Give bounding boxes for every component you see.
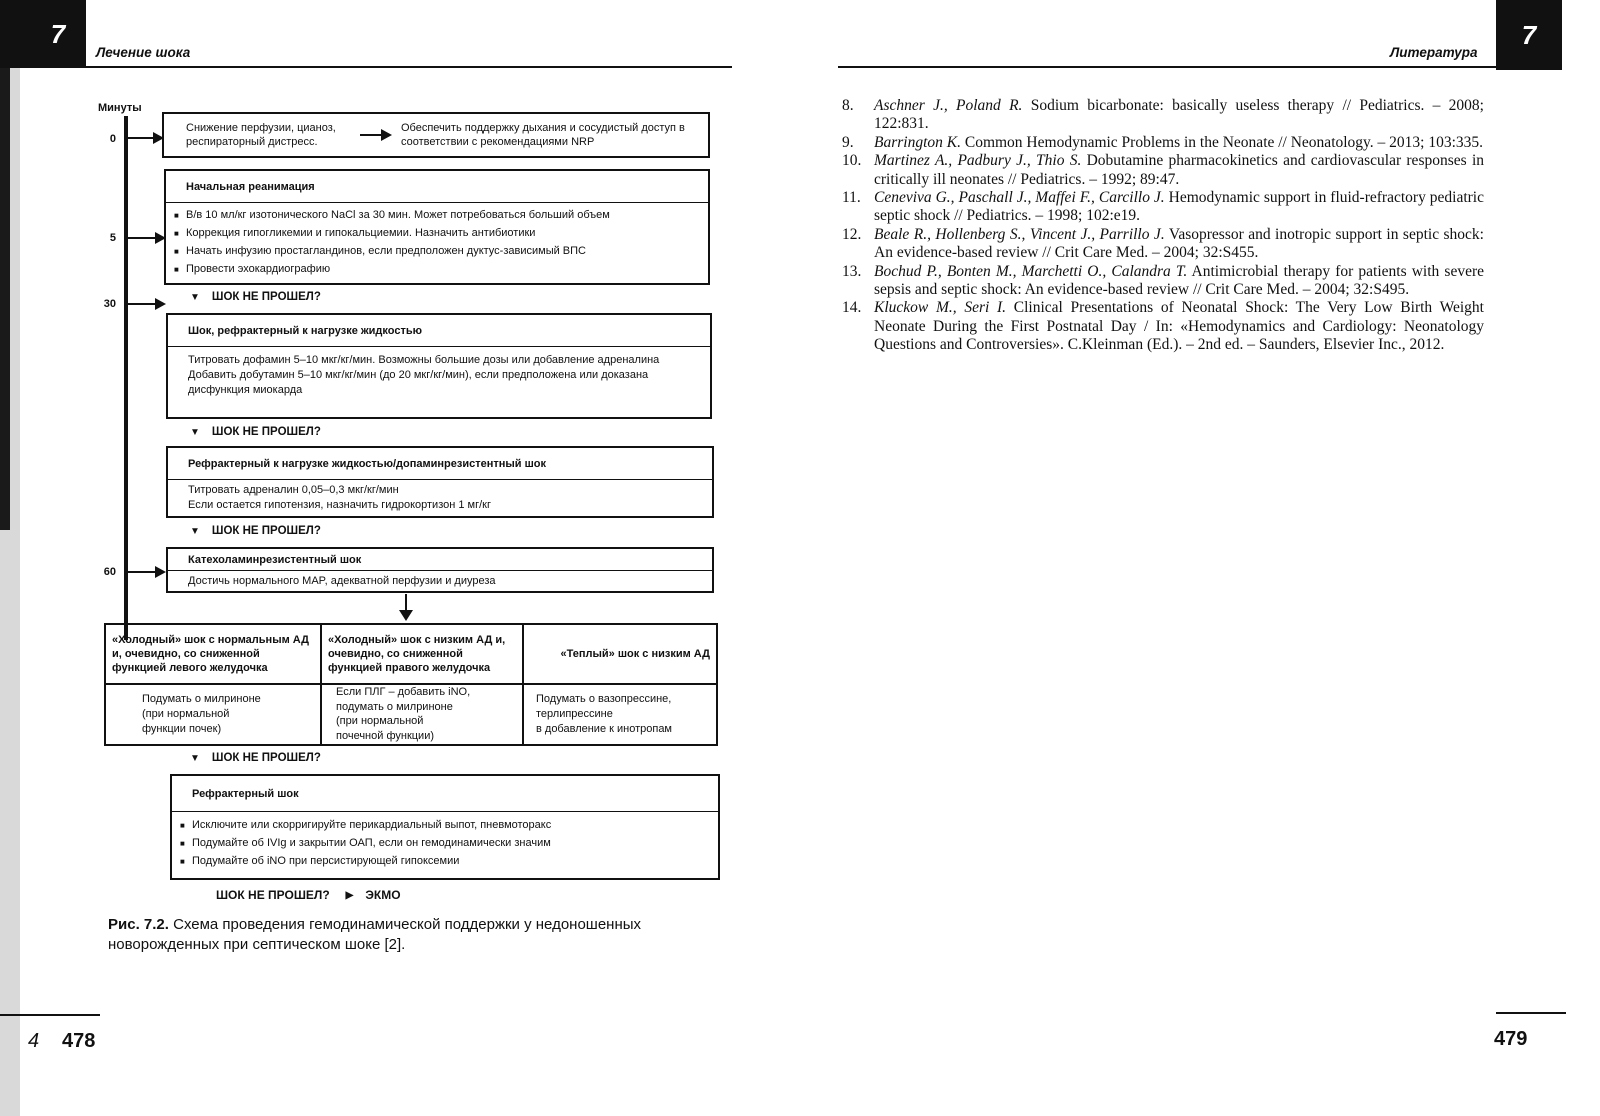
catecholamine-title: Катехоламинрезистентный шок — [168, 549, 712, 571]
ref-text: Hemodynamic support in fluid-refractory pediatric septic shock // Pediatrics. – 1998; 102:e19. — [874, 189, 1484, 225]
ref-body — [874, 263, 1484, 300]
table-col-divider-2 — [522, 625, 524, 744]
ref-number: 13. — [842, 262, 862, 280]
page-number-right: 479 — [1494, 1028, 1528, 1050]
down-triangle-icon: ▼ — [190, 291, 200, 303]
fail-label-2 — [190, 426, 321, 438]
minute-mark-60: 60 — [103, 566, 116, 578]
timeline-axis — [124, 116, 128, 640]
step0-arrow — [360, 134, 390, 136]
list-item: ■ Подумайте об IVIg и закрытии ОАП, если он гемодинамически значим — [180, 836, 710, 851]
list-item — [842, 97, 1484, 134]
header-rule-left — [86, 66, 732, 68]
table-cell-milrinone — [142, 692, 312, 737]
table-col-divider-1 — [320, 625, 322, 744]
table-header-cold-normal: «Холодный» шок с нормальным АД и, очевидно, со сниженной функцией левого желудочка — [112, 634, 309, 674]
fail-label-3 — [190, 525, 321, 537]
ref-number: 14. — [842, 299, 862, 317]
refractory-body — [172, 812, 718, 873]
refractory-list — [180, 818, 710, 869]
shock-types-table — [104, 623, 718, 746]
ref-body — [874, 152, 1484, 189]
arrow-30 — [128, 303, 164, 305]
ref-body — [874, 134, 1483, 152]
final-target: ЭКМО — [365, 888, 401, 902]
list-item: ■ Коррекция гипогликемии и гипокальциемии. Назначить антибиотики — [174, 226, 700, 241]
initial-body — [166, 203, 708, 281]
down-triangle-icon: ▼ — [190, 752, 200, 764]
ref-authors: Martinez A., Padbury J., Thio S. — [874, 152, 1082, 170]
footer-rule-right — [1496, 1012, 1566, 1014]
fail-text: ШОК НЕ ПРОШЕЛ? — [211, 752, 321, 764]
cell-line: в добавление к инотропам — [536, 723, 672, 735]
ref-text: Dobutamine pharmacokinetics and cardiovascular responses in critically ill neonates // Pediatrics. – 1992; 89:47. — [874, 152, 1484, 188]
dopamine-resistant-title: Рефрактерный к нагрузке жидкостью/допаминрезистентный шок — [168, 448, 712, 480]
table-cell-ino — [336, 685, 516, 743]
page-number-left: 478 — [62, 1030, 96, 1052]
down-triangle-icon: ▼ — [190, 426, 200, 438]
final-fail-text: ШОК НЕ ПРОШЕЛ? — [216, 888, 330, 902]
refractory-title: Рефрактерный шок — [172, 776, 718, 812]
minute-mark-5: 5 — [109, 232, 116, 244]
list-item: ■ Исключите или скорригируйте перикардиальный выпот, пневмоторакс — [180, 818, 710, 833]
dopa-line-1: Титровать адреналин 0,05–0,3 мкг/кг/мин — [188, 484, 399, 496]
fail-label-1 — [190, 291, 321, 303]
minute-mark-30: 30 — [103, 298, 116, 310]
header-rule-right — [838, 66, 1498, 68]
ref-body — [874, 299, 1484, 354]
fail-text: ШОК НЕ ПРОШЕЛ? — [211, 426, 321, 438]
footer-rule-left — [0, 1014, 100, 1016]
list-item — [842, 189, 1484, 226]
ref-number: 9. — [842, 133, 854, 151]
ref-text: Vasopressor and inotropic support in septic shock: An evidence-based review // Crit Care Med. – 2004; 32:S455. — [874, 225, 1484, 262]
cell-line: (при нормальной — [142, 708, 230, 720]
cell-line: подумать о милриноне — [336, 700, 453, 713]
dopamine-resistant-body — [168, 480, 712, 517]
chapter-number: 7 — [1521, 19, 1537, 50]
ref-body — [874, 189, 1484, 226]
cell-line: функции почек) — [142, 723, 222, 735]
refractory-shock-box — [170, 774, 720, 880]
ref-authors: Kluckow M., Seri I. — [874, 299, 1007, 317]
initial-title: Начальная реанимация — [166, 171, 708, 203]
running-title-left: Лечение шока — [96, 45, 191, 60]
chapter-number: 7 — [50, 18, 66, 49]
cell-line: Подумать о милриноне — [142, 693, 261, 705]
list-item — [842, 226, 1484, 263]
list-item — [842, 134, 1484, 152]
running-title-right: Литература — [1390, 45, 1478, 60]
fluid-refractory-title: Шок, рефрактерный к нагрузке жидкостью — [168, 315, 710, 347]
table-header-warm-low: «Теплый» шок с низким АД — [560, 648, 710, 660]
down-triangle-icon: ▼ — [190, 525, 200, 537]
fluid-refractory-body — [168, 347, 710, 402]
ref-number: 12. — [842, 225, 862, 243]
list-item — [842, 299, 1484, 354]
down-arrow-head — [399, 610, 413, 621]
fluid-refractory-box — [166, 313, 712, 419]
list-item: ■ В/в 10 мл/кг изотонического NaCl за 30 мин. Может потребоваться больший объем — [174, 208, 700, 223]
catecholamine-box — [166, 547, 714, 593]
step0-right: Обеспечить поддержку дыхания и сосудистый доступ в соответствии с рекомендациями NRP — [401, 122, 685, 148]
ref-text: Common Hemodynamic Problems in the Neonate // Neonatology. – 2013; 103:335. — [960, 133, 1484, 151]
left-edge-dark — [0, 60, 10, 530]
caption-text: Схема проведения гемодинамической поддержки у недоношенных новорожденных при септическом шоке [2]. — [108, 916, 642, 953]
dopamine-resistant-box — [166, 446, 714, 518]
chapter-tab-right — [1496, 0, 1562, 70]
list-item: ■ Провести эхокардиографию — [174, 262, 700, 277]
cell-line: терлипрессине — [536, 708, 613, 720]
chapter-tab-left — [0, 0, 86, 68]
cell-line: (при нормальной — [336, 715, 424, 727]
caption-label: Рис. 7.2. — [108, 916, 169, 933]
ref-body — [874, 97, 1484, 134]
cell-line: почечной функции) — [336, 729, 435, 742]
arrow-60 — [128, 571, 164, 573]
right-triangle-icon: ▶ — [345, 889, 354, 901]
corner-mark: 4 — [28, 1030, 40, 1052]
table-header-cold-low: «Холодный» шок с низким АД и, очевидно, со сниженной функцией правого желудочка — [328, 634, 506, 674]
step0-left: Снижение перфузии, цианоз, респираторный дистресс. — [186, 122, 336, 148]
final-fail — [216, 888, 401, 902]
minute-mark-0: 0 — [109, 133, 116, 145]
ref-authors: Aschner J., Poland R. — [874, 97, 1023, 114]
ref-number: 8. — [842, 97, 854, 114]
minutes-label: Минуты — [98, 102, 142, 114]
fail-label-4 — [190, 752, 321, 764]
list-item — [842, 152, 1484, 189]
ref-authors: Bochud P., Bonten M., Marchetti O., Calandra T. — [874, 262, 1188, 280]
initial-list — [174, 208, 700, 277]
arrow-0 — [128, 137, 162, 139]
ref-text: Clinical Presentations of Neonatal Shock: The Very Low Birth Weight Neonate During the First Postnatal Day / In: «Hemodynamics and Cardiology: Neonatology Questions and Controversies». C.Kleinman (Ed.). – 2nd ed. – Saunders, Elsevier Inc., 2012. — [874, 299, 1484, 354]
cell-line: Подумать о вазопрессине, — [536, 693, 672, 705]
fail-text: ШОК НЕ ПРОШЕЛ? — [211, 291, 321, 303]
figure-caption — [108, 915, 748, 955]
arrow-5 — [128, 237, 164, 239]
ref-authors: Ceneviva G., Paschall J., Maffei F., Carcillo J. — [874, 189, 1165, 207]
ref-authors: Barrington K. — [874, 133, 961, 151]
table-cell-vasopressin — [536, 692, 714, 737]
ref-text: Antimicrobial therapy for patients with severe sepsis and septic shock: An evidence-based review // Crit Care Med. – 2004; 32:S495. — [874, 262, 1484, 299]
ref-authors: Beale R., Hollenberg S., Vincent J., Parrillo J. — [874, 225, 1165, 243]
reference-list — [842, 97, 1484, 355]
fluid-line-1: Титровать дофамин 5–10 мкг/кг/мин. Возможны большие дозы или добавление адреналина — [188, 354, 660, 366]
fail-text: ШОК НЕ ПРОШЕЛ? — [211, 525, 321, 537]
ref-text: Sodium bicarbonate: basically useless therapy // Pediatrics. – 2008; 122:831. — [874, 97, 1484, 133]
list-item: ■ Подумайте об iNO при персистирующей гипоксемии — [180, 854, 710, 869]
ref-number: 11. — [842, 189, 861, 207]
list-item: ■ Начать инфузию простагландинов, если предположен дуктус-зависимый ВПС — [174, 244, 700, 259]
list-item — [842, 263, 1484, 300]
fluid-line-2: Добавить добутамин 5–10 мкг/кг/мин (до 20 мкг/кг/мин), если предположена или доказана дисфункция миокарда — [188, 369, 649, 396]
cell-line: Если ПЛГ – добавить iNO, — [336, 686, 471, 698]
initial-resuscitation-box — [164, 169, 710, 285]
ref-number: 10. — [842, 152, 862, 170]
ref-body — [874, 226, 1484, 263]
catecholamine-line: Достичь нормального MAP, адекватной перфузии и диуреза — [188, 575, 496, 587]
step0-box — [162, 112, 710, 158]
dopa-line-2: Если остается гипотензия, назначить гидрокортизон 1 мг/кг — [188, 499, 491, 511]
